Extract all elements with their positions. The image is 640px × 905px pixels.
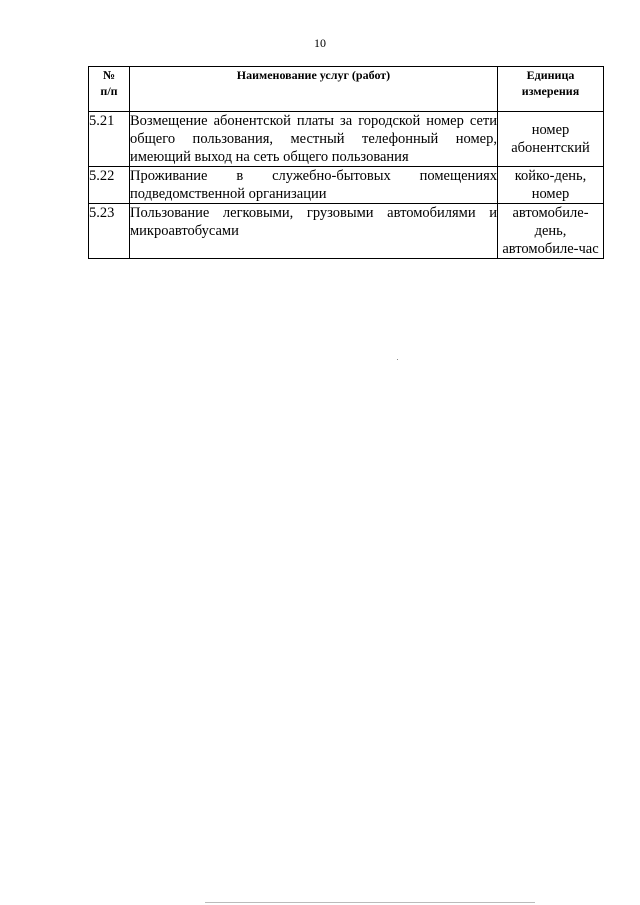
header-unit (498, 67, 604, 112)
scan-speck (397, 359, 398, 360)
row-number: 5.21 (89, 112, 130, 167)
unit-of-measure: койко-день, номер (498, 167, 604, 204)
table-row (89, 204, 604, 259)
table-row (89, 167, 604, 204)
table-row (89, 112, 604, 167)
row-number: 5.22 (89, 167, 130, 204)
scan-edge-line (205, 902, 535, 903)
header-unit-label: Единица измерения (521, 68, 580, 98)
unit-of-measure: автомобиле- день, автомобиле-час (498, 204, 604, 259)
header-service-name (130, 67, 498, 112)
service-name: Проживание в служебно-бытовых помещениях подведомственной организации (130, 168, 497, 202)
header-service-name-label: Наименование услуг (работ) (236, 68, 391, 82)
service-name: Возмещение абонентской платы за городской номер сети общего пользования, местный телефонный номер, имеющий выход на сеть общего пользования (130, 113, 497, 165)
services-table (88, 66, 604, 259)
service-name: Пользование легковыми, грузовыми автомобилями и микроавтобусами (130, 204, 498, 259)
unit-of-measure: номер абонентский (498, 112, 604, 167)
header-number-label: № п/п (100, 68, 118, 98)
page-number: 10 (314, 36, 326, 50)
header-number (89, 67, 130, 112)
row-number: 5.23 (89, 204, 130, 259)
table-header-row (89, 67, 604, 112)
